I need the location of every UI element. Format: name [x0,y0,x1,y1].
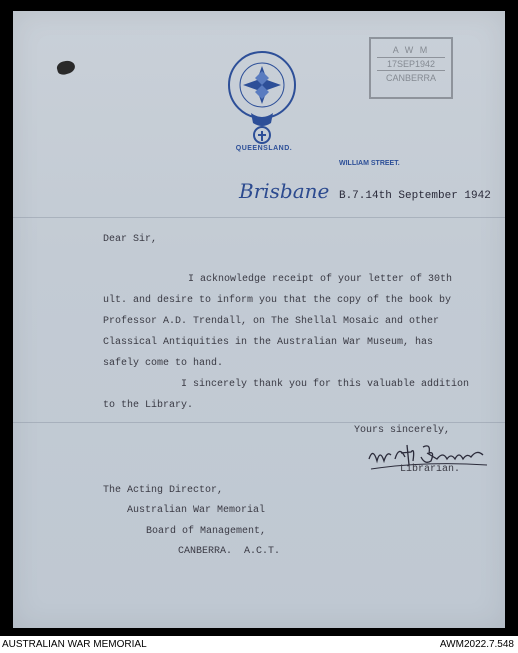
dateline-city: Brisbane [239,179,330,203]
library-crest-logo [225,49,299,153]
dateline-date: B.7.14th September 1942 [338,190,491,202]
body-line: Professor A.D. Trendall, on The Shellal Mosaic and other [103,316,440,327]
address-line: Australian War Memorial [127,505,266,516]
letterhead-region: QUEENSLAND. [235,145,293,152]
letterhead-street: WILLIAM STREET. [339,160,400,167]
body-line: I sincerely thank you for this valuable addition [181,379,470,390]
stamp-line-1: A W M [392,45,430,55]
body-line: ult. and desire to inform you that the copy of the book by [103,295,452,306]
dateline [239,179,491,203]
institution-label: AUSTRALIAN WAR MEMORIAL [2,639,147,650]
address-line: Board of Management, [146,526,267,537]
fold-line [13,422,505,423]
signatory-title: Librarian. [400,464,461,475]
fold-line [13,217,505,218]
caption-bar [0,636,518,653]
address-line: CANBERRA. A.C.T. [178,546,281,557]
accession-number: AWM2022.7.548 [439,639,514,650]
body-line: I acknowledge receipt of your letter of 30th [188,274,453,285]
body-line: to the Library. [103,400,194,411]
closing: Yours sincerely, [354,425,451,436]
stamp-date: 17SEP1942 [377,57,445,71]
salutation: Dear Sir, [103,234,158,245]
body-line: Classical Antiquities in the Australian War Museum, has [103,337,434,348]
letter-paper [13,11,505,628]
body-line: safely come to hand. [103,358,224,369]
punch-hole [56,59,77,76]
address-line: The Acting Director, [103,485,224,496]
received-stamp [369,37,453,99]
stamp-location: CANBERRA [385,73,436,83]
